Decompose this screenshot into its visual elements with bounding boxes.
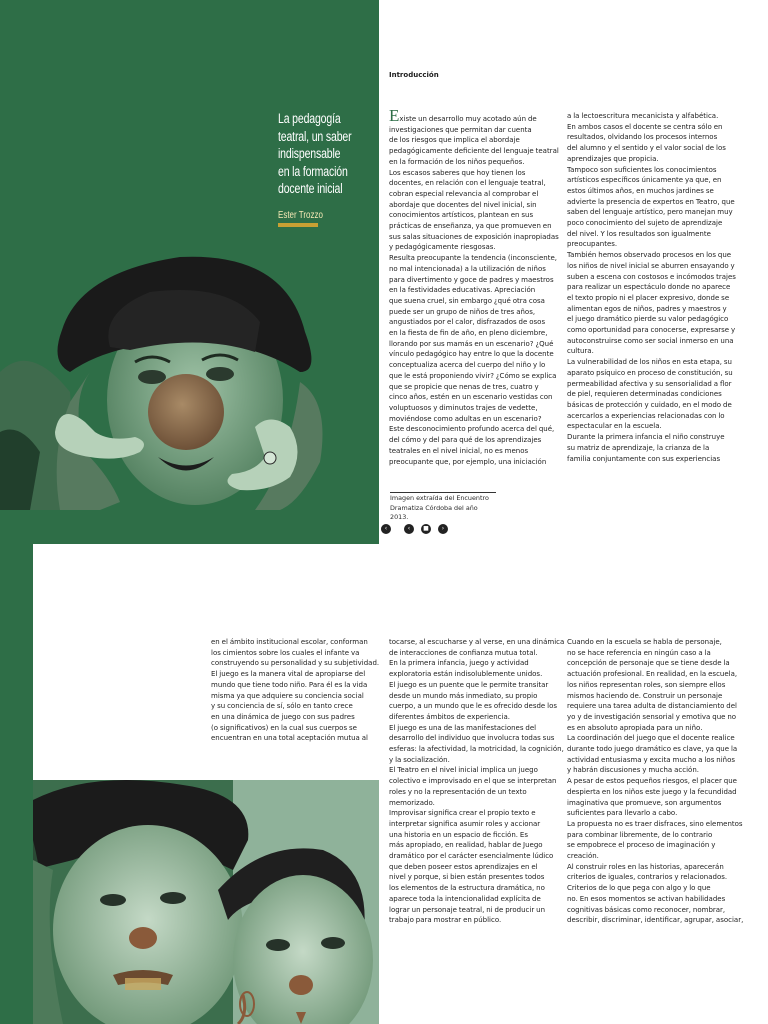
text-line: para combinar libremente, de lo contrario xyxy=(567,830,713,839)
text-line: A pesar de estos pequeños riesgos, el placer que xyxy=(567,777,737,786)
text-line: nivel y porque, si bien están presentes todos xyxy=(389,873,545,882)
prev-page-icon[interactable]: ‹ xyxy=(381,524,391,534)
text-line: concepción de personaje que se tiene desde la xyxy=(567,659,730,668)
text-line: moviéndose como adultas en un escenario? xyxy=(389,414,542,423)
text-line: suben a escena con costosos e incómodos trajes xyxy=(567,272,736,281)
text-line: lograr un personaje teatral, ni de producir un xyxy=(389,905,546,914)
text-line: preocupante que, por ejemplo, una iniciación xyxy=(389,457,547,466)
text-line: conocimientos artísticos, plantean en sus xyxy=(389,211,534,220)
text-line: que deben poseer estos aprendizajes en el xyxy=(389,862,538,871)
text-line: su matriz de aprendizaje, la crianza de la xyxy=(567,443,710,452)
text-line: voluptuosos y diminutos trajes de vedette, xyxy=(389,403,538,412)
text-line: mismos haciendo de. Construir un personaje xyxy=(567,691,723,700)
text-line: sus salas situaciones de exposición inapropiadas xyxy=(389,232,559,241)
text-line: conceptualiza acerca del cuerpo del niño y lo xyxy=(389,361,546,370)
text-line: durante todo juego dramático es clave, ya que la xyxy=(567,745,738,754)
text-line xyxy=(389,106,559,125)
clown-photo-bottom xyxy=(33,780,379,1024)
text-line: cinco años, estén en un escenario vestidas con xyxy=(389,393,553,402)
text-line: cultura. xyxy=(567,347,594,356)
text-line: no. En esos momentos se activan habilidades xyxy=(567,894,726,903)
text-line: que suena cruel, sin embargo ¿qué otra cosa xyxy=(389,296,545,305)
text-line: (o significativos) en la cual sus cuerpos se xyxy=(211,723,357,732)
text-line: en la festividades educativas. Apreciación xyxy=(389,286,536,295)
text-line: Resulta preocupante la tendencia (inconsciente, xyxy=(389,254,558,263)
author-underline xyxy=(278,223,318,227)
text-line: y su conciencia de sí, sólo en tanto crece xyxy=(211,702,353,711)
text-line: suficientes para llevarlo a cabo. xyxy=(567,809,678,818)
text-line: más apropiado, en realidad, hablar de Juego xyxy=(389,841,543,850)
text-line: Al construir roles en las historias, aparecerán xyxy=(567,862,724,871)
text-line: Los escasos saberes que hoy tienen los xyxy=(389,168,526,177)
text-line: En la primera infancia, juego y actividad xyxy=(389,659,529,668)
text-line: requiere una tarea adulta de distanciamiento del xyxy=(567,702,737,711)
text-line: permeabilidad afectiva y su sensorialidad a flor xyxy=(567,379,732,388)
text-line: despierta en los niños este juego y la fecundidad xyxy=(567,787,737,796)
text-line: dramático por el carácter esencialmente lúdico xyxy=(389,852,554,861)
text-line: los niños de nivel inicial se aburren ensayando y xyxy=(567,261,735,270)
text-column-bottom-1 xyxy=(211,637,381,744)
text-line: actividad entusiasma y excita mucho a los niños xyxy=(567,755,736,764)
text-line: llorando por sus mamás en un escenario? ¿Qué xyxy=(389,339,554,348)
text-line: abordaje que docentes del nivel inicial, sin xyxy=(389,200,537,209)
text-line: básicas de protección y cuidado, en el modo de xyxy=(567,400,732,409)
text-line: es en absoluto apropiada para un niño. xyxy=(567,723,703,732)
text-line: no mal intencionada) a la utilización de niños xyxy=(389,264,546,273)
title-line: indispensable xyxy=(278,146,341,162)
text-line-rest: xiste un desarrollo muy acotado aún de xyxy=(399,115,537,123)
title-line: en la formación xyxy=(278,163,348,179)
text-line: el juego dramático pierde su valor pedagógico xyxy=(567,315,729,324)
text-line: exploratoria están indisolublemente unidos. xyxy=(389,670,543,679)
text-line: y la socialización. xyxy=(389,755,450,764)
text-line: del nivel. Y los resultados son igualmente xyxy=(567,229,711,238)
text-line: construyendo su personalidad y su subjetividad. xyxy=(211,659,380,668)
text-line: estos últimos años, en muchos jardines se xyxy=(567,186,714,195)
text-line: y pedagógicamente riesgosas. xyxy=(389,243,496,252)
text-line: que se propicie que nenas de tres, cuatro y xyxy=(389,382,539,391)
text-line: yo y de investigación sensorial y emotiva que no xyxy=(567,712,737,721)
text-line: diferentes ámbitos de experiencia. xyxy=(389,712,510,721)
text-line: tocarse, al escucharse y al verse, en una dinámica xyxy=(389,638,565,646)
text-line: cuerpo, a un mundo que le es ofrecido desde los xyxy=(389,702,558,711)
text-line: cognitivas básicas como reconocer, nombrar, xyxy=(567,905,726,914)
author-name: Ester Trozzo xyxy=(278,210,323,221)
text-line: describir, discriminar, identificar, agrupar, asociar, xyxy=(567,916,744,925)
text-line: Improvisar significa crear el propio texto e xyxy=(389,809,536,818)
text-line: El juego es una de las manifestaciones del xyxy=(389,723,537,732)
text-line: pedagógicamente deficiente del lenguaje teatral xyxy=(389,147,559,156)
text-line: aparato psíquico en proceso de constitución, su xyxy=(567,368,733,377)
text-line: advierte la presencia de expertos en Teatro, que xyxy=(567,197,735,206)
text-line: roles y no la representación de un texto xyxy=(389,787,527,796)
text-line: resultados, olvidando los procesos internos xyxy=(567,133,718,142)
text-column-bottom-2 xyxy=(389,637,565,926)
caption-line: Imagen extraída del Encuentro xyxy=(390,494,489,502)
text-line: investigaciones que permitan dar cuenta xyxy=(389,125,532,134)
text-line: del alumno y el sentido y el valor social de los xyxy=(567,144,726,153)
text-line: los elementos de la estructura dramática, no xyxy=(389,884,545,893)
text-line: los cimientos sobre los cuales el infante va xyxy=(211,648,360,657)
home-icon[interactable]: ■ xyxy=(421,524,431,534)
text-line: desde un mundo más inmediato, su propio xyxy=(389,691,538,700)
section-label: Introducción xyxy=(389,71,439,79)
text-line: de piel, requieren determinadas condiciones xyxy=(567,390,722,399)
text-column-top-2 xyxy=(567,111,737,464)
text-line: Durante la primera infancia el niño construye xyxy=(567,433,725,442)
text-line: en el ámbito institucional escolar, conforman xyxy=(211,638,368,646)
clown-photo-top-image xyxy=(0,252,379,510)
text-column-bottom-3 xyxy=(567,637,744,926)
text-line: el texto propio ni el placer expresivo, donde se xyxy=(567,293,730,302)
title-line: docente inicial xyxy=(278,181,343,197)
text-line: Cuando en la escuela se habla de personaje, xyxy=(567,638,722,646)
text-line: También hemos observado procesos en los que xyxy=(567,251,732,260)
text-line: y habrán discusiones y mucha acción. xyxy=(567,766,699,775)
text-line: Este desconocimiento profundo acerca del qué, xyxy=(389,425,555,434)
text-line: de interacciones de confianza mutua total. xyxy=(389,648,538,657)
title-line: teatral, un saber xyxy=(278,128,352,144)
text-line: poco conocimiento del sujeto de aprendizaje xyxy=(567,219,723,228)
text-line: Tampoco son suficientes los conocimientos xyxy=(567,165,717,174)
text-line: encuentran en una total aceptación mutua al xyxy=(211,734,368,743)
prev-icon[interactable]: ‹ xyxy=(404,524,414,534)
text-line: a la lectoescritura mecanicista y alfabética. xyxy=(567,112,719,120)
text-line: en la formación de los niños pequeños. xyxy=(389,157,525,166)
text-line: misma ya que adquiere su conciencia social xyxy=(211,691,364,700)
text-line: trabajo para mostrar en público. xyxy=(389,916,502,925)
text-line: esferas: la afectividad, la motricidad, la cognición, xyxy=(389,745,564,754)
text-line: del cómo y del para qué de los aprendizajes xyxy=(389,436,542,445)
text-line: puede ser un grupo de niños de tres años, xyxy=(389,307,536,316)
text-line: El Teatro en el nivel inicial implica un juego xyxy=(389,766,538,775)
text-line: La propuesta no es traer disfraces, sino elementos xyxy=(567,819,743,828)
text-line: La coordinación del juego que el docente realice xyxy=(567,734,735,743)
text-line: en la fiesta de fin de año, en pleno diciembre, xyxy=(389,329,548,338)
text-line: aparece toda la intencionalidad explícita de xyxy=(389,894,541,903)
text-line: espectacular en la escuela. xyxy=(567,422,662,431)
clown-photo-top xyxy=(0,252,379,510)
text-line: imaginativa que promueve, son argumentos xyxy=(567,798,722,807)
text-line: no se hace referencia en ningún caso a la xyxy=(567,648,711,657)
left-green-strip xyxy=(0,544,33,1024)
text-line: mundo que tiene todo niño. Para él es la vida xyxy=(211,680,368,689)
text-line: autoconstruirse como ser social inmerso en una xyxy=(567,336,734,345)
text-line: desarrollo del individuo que involucra todas sus xyxy=(389,734,555,743)
text-line: docentes, en relación con el lenguaje teatral, xyxy=(389,179,546,188)
text-line: como oportunidad para conocerse, expresarse y xyxy=(567,326,736,335)
text-line: memorizado. xyxy=(389,798,435,807)
text-line: actuación profesional. En realidad, en la escuela, xyxy=(567,670,738,679)
text-line: que le está proponiendo vivir? ¿Cómo se explica xyxy=(389,371,557,380)
text-line: para realizar un espectáculo donde no aparece xyxy=(567,283,731,292)
title-line: La pedagogía xyxy=(278,111,341,126)
image-caption xyxy=(390,494,498,523)
text-line: acercarlos a experiencias relacionadas con lo xyxy=(567,411,725,420)
text-line: El juego es la manera vital de apropiarse del xyxy=(211,670,366,679)
text-line: cobran especial relevancia al comprobar el xyxy=(389,189,539,198)
text-line: teatrales en el nivel inicial, no es menos xyxy=(389,446,529,455)
text-line: En ambos casos el docente se centra sólo en xyxy=(567,122,723,131)
text-line: en una dinámica de juego con sus padres xyxy=(211,712,355,721)
text-line: para divertimento y goce de padres y maestros xyxy=(389,275,554,284)
text-line: familia conjuntamente con sus experiencias xyxy=(567,454,721,463)
text-line: Criterios de lo que pega con algo y lo que xyxy=(567,884,711,893)
text-line: angustiados por el calor, disfrazados de osos xyxy=(389,318,546,327)
text-line: preocupantes. xyxy=(567,240,618,249)
text-line: artísticos específicos únicamente ya que, en xyxy=(567,176,722,185)
text-line: criterios de iguales, contrarios y relacionados. xyxy=(567,873,728,882)
next-icon[interactable]: › xyxy=(438,524,448,534)
clown-photo-bottom-image xyxy=(33,780,379,1024)
text-line: colectivo e improvisado en el que se interpretan xyxy=(389,777,557,786)
text-line: de los riesgos que implica el abordaje xyxy=(389,136,520,145)
text-line: una historia en un espacio de ficción. Es xyxy=(389,830,529,839)
text-line: se empobrece el proceso de imaginación y xyxy=(567,841,716,850)
text-line: alimentan egos de niños, padres y maestros y xyxy=(567,304,727,313)
text-line: los niños representan roles, son siempre ellos xyxy=(567,680,726,689)
text-line: interpretar significa asumir roles y accionar xyxy=(389,819,541,828)
article-title xyxy=(278,110,351,198)
text-column-top-1 xyxy=(389,106,559,467)
text-line: saben del lenguaje artístico, pero manejan muy xyxy=(567,208,733,217)
text-line: La vulnerabilidad de los niños en esta etapa, su xyxy=(567,358,732,367)
caption-line: Dramatiza Córdoba del año 2013. xyxy=(390,503,478,521)
text-line: vínculo pedagógico hay entre lo que la docente xyxy=(389,350,554,359)
caption-rule xyxy=(390,492,496,493)
text-line: aprendizajes que propicia. xyxy=(567,154,659,163)
text-line: prácticas de enseñanza, ya que promueven en xyxy=(389,222,552,231)
text-line: El juego es un puente que le permite transitar xyxy=(389,680,549,689)
text-line: creación. xyxy=(567,852,599,861)
drop-cap: E xyxy=(389,106,400,125)
